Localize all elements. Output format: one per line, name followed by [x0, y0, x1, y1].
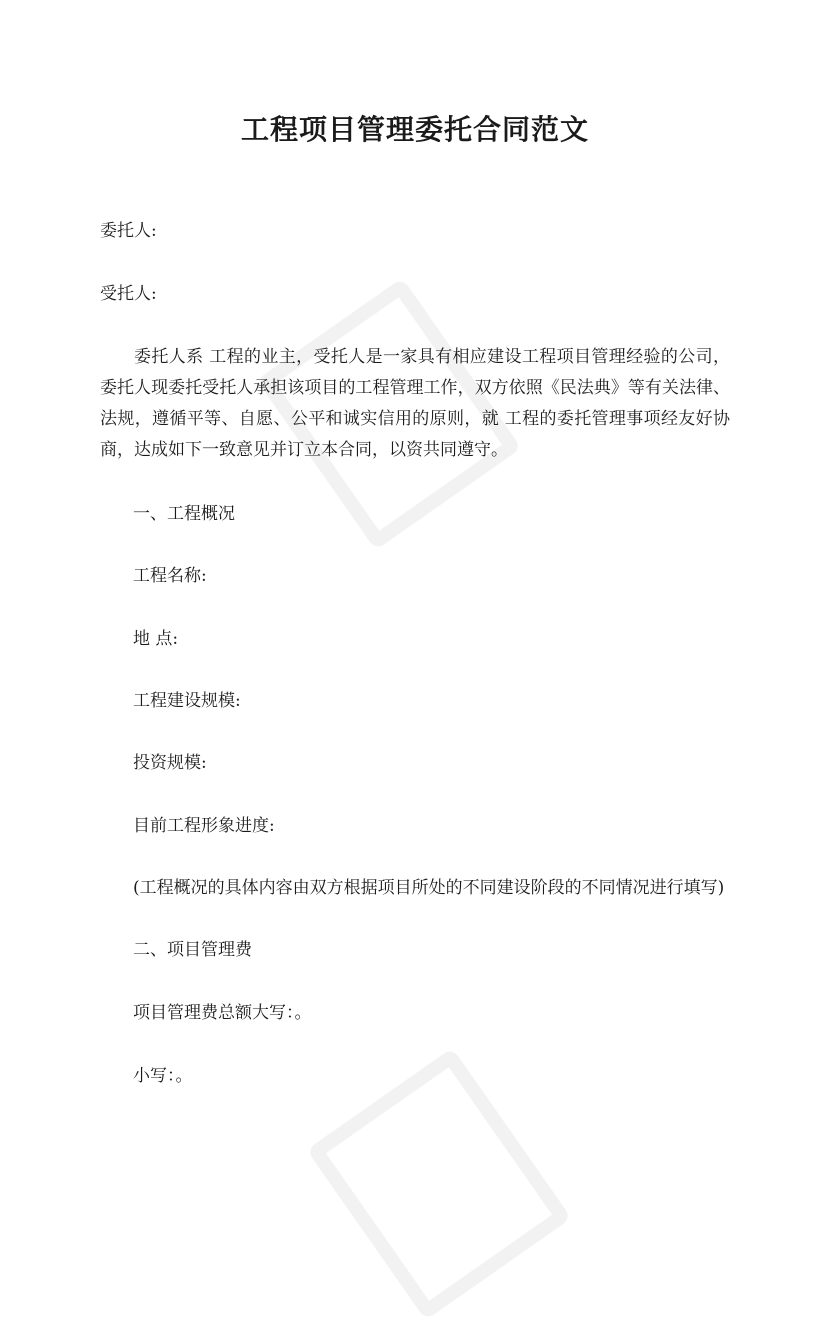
current-progress-label: 目前工程形象进度: — [133, 816, 275, 836]
overview-note: (工程概况的具体内容由双方根据项目所处的不同建设阶段的不同情况进行填写) — [133, 878, 725, 898]
intro-paragraph: 委托人系 工程的业主，受托人是一家具有相应建设工程项目管理经验的公司，委托人现委托受托人承担该项目的工程管理工作，双方依照《民法典》等有关法律、法规，遵循平等、自愿、公平和诚实信用的原则，就 工程的委托管理事项经友好协商，达成如下一致意见并订立本合同，以资共同遵守。 — [100, 347, 730, 460]
investment-scale-label: 投资规模: — [133, 753, 207, 773]
section-heading-overview: 一、工程概况 — [133, 504, 235, 524]
project-name-label: 工程名称: — [133, 566, 207, 586]
location-label: 地 点: — [133, 629, 179, 649]
document-title: 工程项目管理委托合同范文 — [240, 113, 589, 146]
section-heading-fee: 二、项目管理费 — [133, 940, 252, 960]
construction-scale-label: 工程建设规模: — [133, 691, 241, 711]
fee-total-upper-label: 项目管理费总额大写：。 — [133, 1003, 312, 1023]
trustee-label: 受托人: — [100, 284, 157, 304]
client-label: 委托人: — [100, 221, 157, 241]
watermark-logo — [306, 1048, 571, 1320]
fee-lower-label: 小写：。 — [133, 1066, 193, 1086]
